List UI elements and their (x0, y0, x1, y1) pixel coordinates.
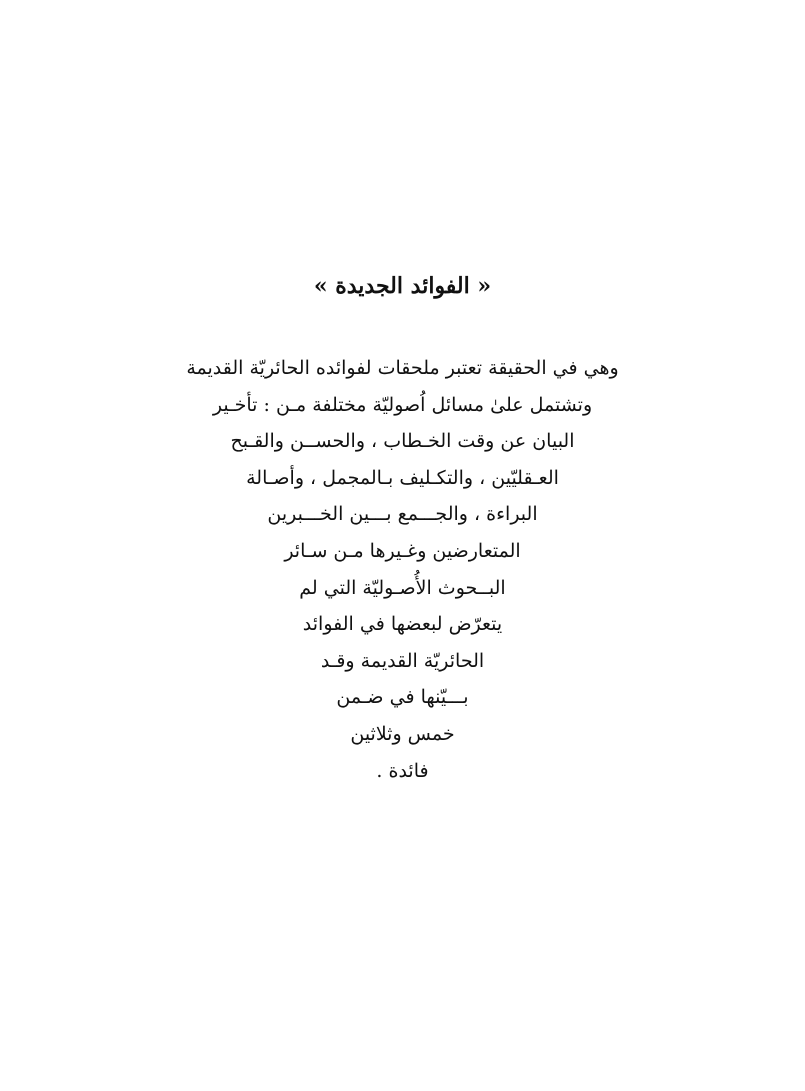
body-line: خمس وثلاثين (350, 722, 455, 745)
body-line: المتعارضين وغـيرها مـن سـائر (284, 539, 521, 562)
body-line: البــحوث الأُصـوليّة التي لم (299, 576, 506, 599)
body-line: البيان عن وقت الخـطاب ، والحســن والقـبح (230, 430, 575, 453)
document-title: « الفوائد الجديدة » (313, 273, 492, 299)
body-line: وهي في الحقيقة تعتبر ملحقات لفوائده الحائريّة القديمة (186, 357, 619, 379)
body-line: الحائريّة القديمة وقـد (320, 649, 485, 672)
body-paragraph (0, 350, 805, 789)
body-line: العـقليّين ، والتكـليف بـالمجمل ، وأصـالة (246, 466, 559, 489)
body-line: وتشتمل علىٰ مسائل اُصوليّة مختلفة مـن : تأخـير (212, 393, 593, 416)
body-line: البراءة ، والجـــمع بـــين الخـــبرين (267, 503, 538, 526)
body-line: يتعرّض لبعضها في الفوائد (302, 613, 503, 636)
body-line: بـــيّنها في ضـمن (336, 686, 469, 709)
body-line: فائدة . (376, 759, 429, 782)
